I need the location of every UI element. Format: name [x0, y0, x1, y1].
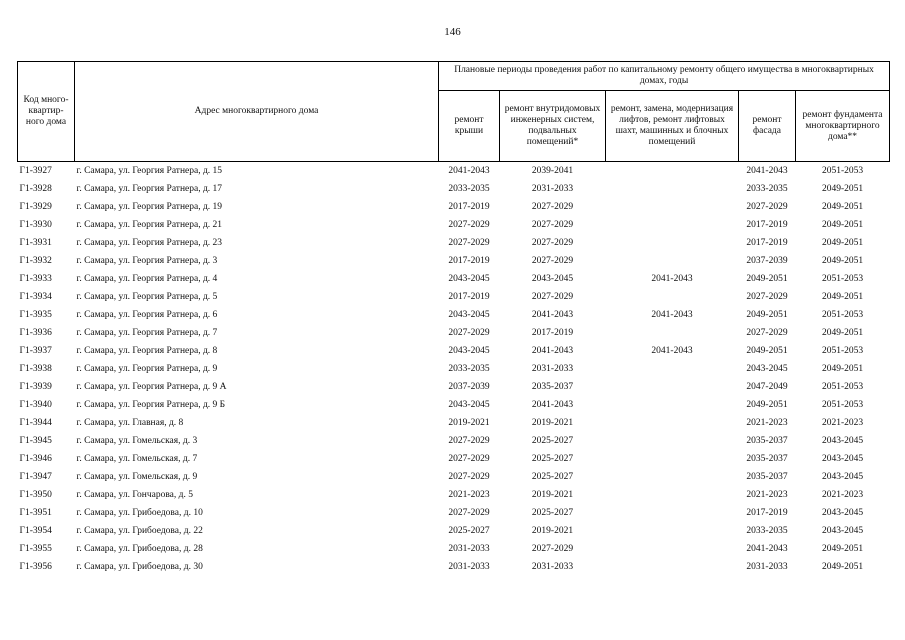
cell-code: Г1-3928	[19, 184, 52, 194]
cell-code: Г1-3956	[19, 562, 52, 572]
cell-lifts: 2041-2043	[651, 310, 693, 320]
cell-code: Г1-3940	[19, 400, 52, 410]
cell-facade: 2035-2037	[746, 436, 788, 446]
cell-code: Г1-3934	[19, 292, 52, 302]
cell-foundation: 2043-2045	[821, 472, 864, 482]
cell-foundation: 2043-2045	[821, 508, 864, 518]
cell-systems: 2025-2027	[531, 508, 574, 518]
cell-lifts	[606, 432, 739, 450]
table-row	[18, 252, 890, 270]
cell-systems: 2041-2043	[531, 400, 574, 410]
table-row	[18, 216, 890, 234]
cell-lifts	[606, 378, 739, 396]
cell-code: Г1-3946	[19, 454, 52, 464]
header-lifts: ремонт, замена, модернизация лифтов, ремонт лифтовых шахт, машинных и блочных помещений	[606, 91, 739, 162]
cell-address: г. Самара, ул. Георгия Ратнера, д. 6	[76, 310, 218, 320]
cell-code: Г1-3944	[19, 418, 52, 428]
table-row	[18, 198, 890, 216]
cell-address: г. Самара, ул. Георгия Ратнера, д. 21	[76, 220, 223, 230]
cell-roof: 2025-2027	[448, 526, 490, 536]
cell-code: Г1-3930	[19, 220, 52, 230]
cell-address: г. Самара, ул. Георгия Ратнера, д. 3	[76, 256, 218, 266]
cell-address: г. Самара, ул. Георгия Ратнера, д. 9 А	[76, 382, 227, 392]
table-header	[18, 62, 890, 162]
cell-lifts	[606, 360, 739, 378]
cell-roof: 2033-2035	[448, 364, 490, 374]
cell-foundation: 2049-2051	[821, 184, 864, 194]
cell-systems: 2019-2021	[531, 526, 574, 536]
cell-systems: 2031-2033	[531, 184, 574, 194]
cell-code: Г1-3954	[19, 526, 52, 536]
cell-foundation: 2049-2051	[821, 562, 864, 572]
header-address: Адрес многоквартирного дома	[75, 62, 439, 162]
cell-lifts	[606, 468, 739, 486]
table-row	[18, 522, 890, 540]
cell-systems: 2041-2043	[531, 310, 574, 320]
cell-roof: 2017-2019	[448, 292, 490, 302]
cell-address: г. Самара, ул. Георгия Ратнера, д. 17	[76, 184, 223, 194]
cell-roof: 2043-2045	[448, 310, 490, 320]
cell-facade: 2017-2019	[746, 508, 788, 518]
cell-foundation: 2051-2053	[821, 382, 864, 392]
cell-foundation: 2051-2053	[821, 400, 864, 410]
repair-schedule-table	[17, 61, 890, 576]
cell-systems: 2025-2027	[531, 436, 574, 446]
cell-foundation: 2051-2053	[821, 346, 864, 356]
cell-facade: 2021-2023	[746, 490, 788, 500]
cell-facade: 2049-2051	[746, 310, 788, 320]
cell-lifts	[606, 324, 739, 342]
cell-roof: 2041-2043	[439, 162, 500, 181]
cell-code: Г1-3947	[19, 472, 52, 482]
cell-systems: 2019-2021	[531, 418, 574, 428]
header-period-group: Плановые периоды проведения работ по капитальному ремонту общего имущества в многоквартирных домах, годы	[439, 62, 890, 91]
cell-lifts	[606, 180, 739, 198]
cell-foundation: 2049-2051	[821, 364, 864, 374]
table-row	[18, 414, 890, 432]
cell-roof: 2043-2045	[448, 400, 490, 410]
cell-systems: 2043-2045	[531, 274, 574, 284]
table-row	[18, 270, 890, 288]
table-row	[18, 486, 890, 504]
table-row	[18, 540, 890, 558]
table-row	[18, 378, 890, 396]
cell-code: Г1-3935	[19, 310, 52, 320]
cell-address: г. Самара, ул. Гомельская, д. 3	[76, 436, 198, 446]
cell-roof: 2043-2045	[448, 274, 490, 284]
cell-systems: 2027-2029	[531, 292, 574, 302]
cell-systems: 2025-2027	[531, 472, 574, 482]
cell-address: г. Самара, ул. Георгия Ратнера, д. 15	[75, 162, 439, 181]
table-row	[18, 342, 890, 360]
cell-code: Г1-3931	[19, 238, 52, 248]
table-row	[18, 396, 890, 414]
cell-foundation: 2049-2051	[821, 544, 864, 554]
cell-facade: 2049-2051	[746, 400, 788, 410]
table-row	[18, 306, 890, 324]
cell-facade: 2021-2023	[746, 418, 788, 428]
cell-facade: 2027-2029	[746, 292, 788, 302]
cell-systems: 2025-2027	[531, 454, 574, 464]
cell-facade: 2049-2051	[746, 346, 788, 356]
cell-roof: 2031-2033	[448, 544, 490, 554]
cell-systems: 2027-2029	[531, 256, 574, 266]
cell-roof: 2033-2035	[448, 184, 490, 194]
cell-foundation: 2043-2045	[821, 454, 864, 464]
cell-facade: 2017-2019	[746, 220, 788, 230]
cell-facade: 2047-2049	[746, 382, 788, 392]
cell-address: г. Самара, ул. Грибоедова, д. 22	[76, 526, 203, 536]
cell-address: г. Самара, ул. Георгия Ратнера, д. 23	[76, 238, 223, 248]
cell-foundation: 2049-2051	[821, 256, 864, 266]
cell-code: Г1-3937	[19, 346, 52, 356]
cell-roof: 2027-2029	[448, 436, 490, 446]
cell-systems: 2039-2041	[500, 162, 606, 181]
cell-systems: 2027-2029	[531, 202, 574, 212]
page-number: 146	[444, 26, 461, 38]
cell-address: г. Самара, ул. Грибоедова, д. 28	[76, 544, 203, 554]
table-row	[18, 432, 890, 450]
cell-address: г. Самара, ул. Грибоедова, д. 30	[76, 562, 203, 572]
cell-address: г. Самара, ул. Гомельская, д. 9	[76, 472, 198, 482]
cell-foundation: 2051-2053	[796, 162, 890, 181]
cell-foundation: 2043-2045	[821, 526, 864, 536]
cell-address: г. Самара, ул. Георгия Ратнера, д. 9	[76, 364, 218, 374]
cell-foundation: 2049-2051	[821, 202, 864, 212]
cell-foundation: 2049-2051	[821, 220, 864, 230]
cell-lifts	[606, 198, 739, 216]
cell-facade: 2041-2043	[746, 544, 788, 554]
cell-lifts	[606, 288, 739, 306]
cell-foundation: 2021-2023	[821, 418, 864, 428]
cell-address: г. Самара, ул. Георгия Ратнера, д. 4	[76, 274, 218, 284]
header-systems: ремонт внутридомовых инженерных систем, подвальных помещений*	[500, 91, 606, 162]
table-row	[18, 234, 890, 252]
cell-address: г. Самара, ул. Гомельская, д. 7	[76, 454, 198, 464]
header-foundation: ремонт фундамента многоквартирного дома**	[796, 91, 890, 162]
cell-code: Г1-3939	[19, 382, 52, 392]
cell-address: г. Самара, ул. Грибоедова, д. 10	[76, 508, 203, 518]
cell-roof: 2019-2021	[448, 418, 490, 428]
cell-facade: 2027-2029	[746, 328, 788, 338]
cell-lifts	[606, 522, 739, 540]
cell-address: г. Самара, ул. Георгия Ратнера, д. 7	[76, 328, 218, 338]
cell-lifts	[606, 162, 739, 181]
cell-facade: 2037-2039	[746, 256, 788, 266]
table-row	[18, 450, 890, 468]
cell-foundation: 2051-2053	[821, 274, 864, 284]
cell-lifts	[606, 234, 739, 252]
cell-code: Г1-3927	[18, 162, 75, 181]
cell-code: Г1-3929	[19, 202, 52, 212]
cell-code: Г1-3951	[19, 508, 52, 518]
cell-lifts	[606, 486, 739, 504]
cell-code: Г1-3932	[19, 256, 52, 266]
cell-lifts	[606, 396, 739, 414]
cell-systems: 2031-2033	[531, 562, 574, 572]
cell-lifts	[606, 252, 739, 270]
table-row	[18, 558, 890, 576]
cell-foundation: 2051-2053	[821, 310, 864, 320]
cell-foundation: 2049-2051	[821, 238, 864, 248]
table-row	[18, 180, 890, 198]
cell-lifts: 2041-2043	[651, 274, 693, 284]
cell-facade: 2041-2043	[739, 162, 796, 181]
cell-facade: 2043-2045	[746, 364, 788, 374]
cell-address: г. Самара, ул. Георгия Ратнера, д. 5	[76, 292, 218, 302]
table-row	[18, 504, 890, 522]
cell-code: Г1-3945	[19, 436, 52, 446]
cell-foundation: 2021-2023	[821, 490, 864, 500]
cell-facade: 2027-2029	[746, 202, 788, 212]
cell-facade: 2049-2051	[746, 274, 788, 284]
cell-roof: 2021-2023	[448, 490, 490, 500]
cell-lifts	[606, 450, 739, 468]
cell-facade: 2035-2037	[746, 472, 788, 482]
header-facade: ремонт фасада	[739, 91, 796, 162]
cell-code: Г1-3933	[19, 274, 52, 284]
header-code: Код много-квартир-ного дома	[18, 62, 75, 162]
cell-address: г. Самара, ул. Георгия Ратнера, д. 9 Б	[76, 400, 226, 410]
cell-address: г. Самара, ул. Главная, д. 8	[76, 418, 184, 428]
cell-facade: 2035-2037	[746, 454, 788, 464]
cell-systems: 2019-2021	[531, 490, 574, 500]
cell-roof: 2027-2029	[448, 220, 490, 230]
cell-roof: 2027-2029	[448, 472, 490, 482]
cell-roof: 2043-2045	[448, 346, 490, 356]
cell-systems: 2027-2029	[531, 238, 574, 248]
cell-lifts	[606, 558, 739, 576]
cell-facade: 2017-2019	[746, 238, 788, 248]
cell-systems: 2027-2029	[531, 544, 574, 554]
cell-code: Г1-3938	[19, 364, 52, 374]
cell-roof: 2037-2039	[448, 382, 490, 392]
cell-foundation: 2049-2051	[821, 292, 864, 302]
cell-systems: 2027-2029	[531, 220, 574, 230]
cell-roof: 2027-2029	[448, 238, 490, 248]
cell-code: Г1-3936	[19, 328, 52, 338]
table-row	[18, 162, 890, 181]
cell-address: г. Самара, ул. Георгия Ратнера, д. 19	[76, 202, 223, 212]
cell-code: Г1-3950	[19, 490, 52, 500]
table-row	[18, 468, 890, 486]
table-row	[18, 288, 890, 306]
cell-facade: 2033-2035	[746, 526, 788, 536]
table-body	[18, 162, 890, 577]
cell-roof: 2017-2019	[448, 256, 490, 266]
cell-lifts	[606, 414, 739, 432]
cell-address: г. Самара, ул. Гончарова, д. 5	[76, 490, 193, 500]
cell-facade: 2031-2033	[746, 562, 788, 572]
cell-code: Г1-3955	[19, 544, 52, 554]
cell-lifts	[606, 540, 739, 558]
cell-systems: 2031-2033	[531, 364, 574, 374]
table-row	[18, 360, 890, 378]
cell-lifts	[606, 216, 739, 234]
cell-roof: 2027-2029	[448, 454, 490, 464]
cell-roof: 2027-2029	[448, 328, 490, 338]
header-roof: ремонт крыши	[439, 91, 500, 162]
cell-systems: 2041-2043	[531, 346, 574, 356]
cell-systems: 2035-2037	[531, 382, 574, 392]
cell-lifts: 2041-2043	[651, 346, 693, 356]
cell-address: г. Самара, ул. Георгия Ратнера, д. 8	[76, 346, 218, 356]
cell-roof: 2031-2033	[448, 562, 490, 572]
cell-foundation: 2043-2045	[821, 436, 864, 446]
cell-roof: 2017-2019	[448, 202, 490, 212]
cell-lifts	[606, 504, 739, 522]
cell-facade: 2033-2035	[746, 184, 788, 194]
cell-foundation: 2049-2051	[821, 328, 864, 338]
cell-systems: 2017-2019	[531, 328, 574, 338]
table-row	[18, 324, 890, 342]
cell-roof: 2027-2029	[448, 508, 490, 518]
